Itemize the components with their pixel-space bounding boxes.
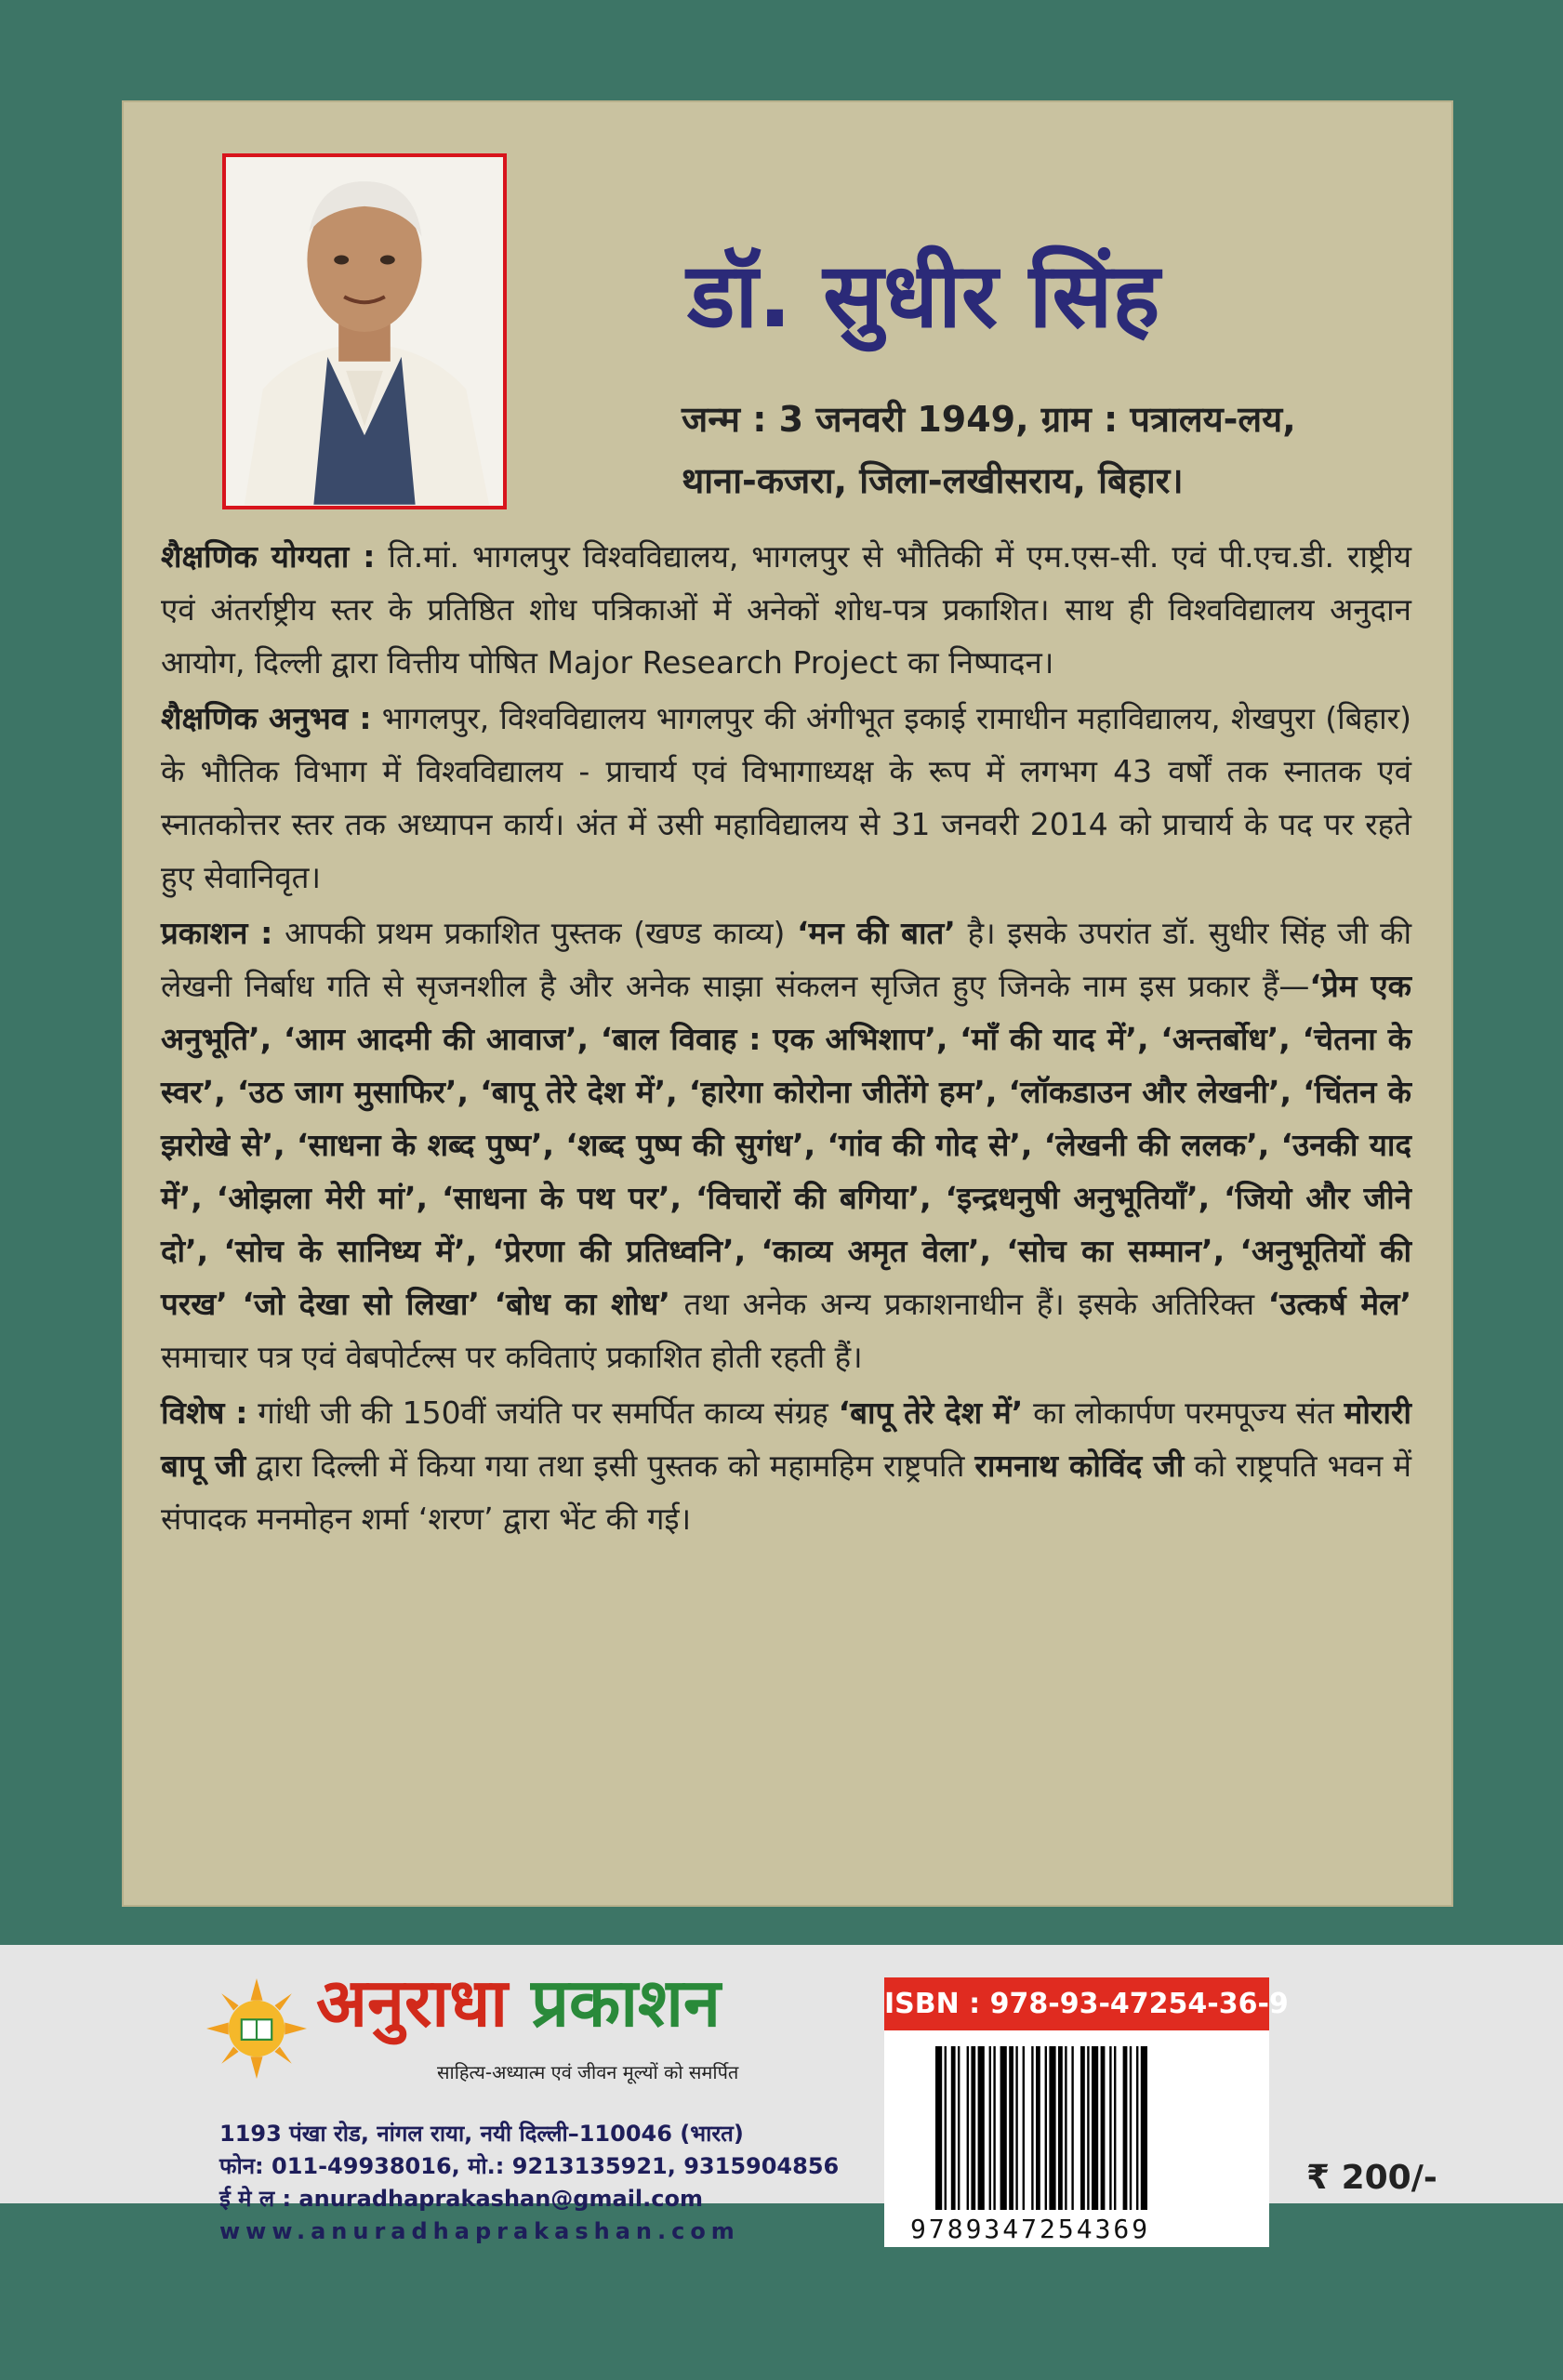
publisher-sun-logo-icon — [206, 1978, 307, 2079]
birth-line-1: जन्म : 3 जनवरी 1949, ग्राम : पत्रालय-लय, — [682, 399, 1296, 440]
barcode-bar — [993, 2046, 995, 2210]
birth-info — [682, 389, 1425, 511]
barcode-bar — [1058, 2046, 1063, 2210]
publisher-contact — [219, 2118, 840, 2248]
barcode-bar — [1130, 2046, 1132, 2210]
barcode-bar — [1136, 2046, 1138, 2210]
special-label: विशेष : — [161, 1395, 248, 1431]
publication-label: प्रकाशन : — [161, 915, 273, 951]
publisher-name — [316, 1964, 721, 2042]
price: ₹ 200/- — [1306, 2159, 1437, 2197]
publisher-tagline: साहित्य-अध्यात्म एवं जीवन मूल्यों को समर्पित — [437, 2061, 739, 2083]
barcode-bar — [1087, 2046, 1089, 2210]
publication-text-4: समाचार पत्र एवं वेबपोर्टल्स पर कविताएं प्रकाशित होती रहती हैं। — [161, 1339, 863, 1375]
special-text-2: का लोकार्पण परमपूज्य संत — [1023, 1395, 1344, 1431]
first-book-title: ‘मन की बात’ — [797, 915, 956, 951]
publisher-name-part-2: प्रकाशन — [531, 1964, 721, 2042]
birth-line-2: थाना-कजरा, जिला-लखीसराय, बिहार। — [682, 460, 1184, 501]
publisher-email: ई मे ल : anuradhaprakashan@gmail.com — [219, 2186, 703, 2212]
publisher-address: 1193 पंखा रोड, नांगल राया, नयी दिल्ली–110046 (भारत) — [219, 2121, 744, 2147]
barcode-bar — [1092, 2046, 1098, 2210]
barcode-bar — [1080, 2046, 1085, 2210]
barcode-bar — [1123, 2046, 1128, 2210]
barcode-bar — [1015, 2046, 1017, 2210]
publisher-website: www.anuradhaprakashan.com — [219, 2218, 740, 2244]
special-text-3: द्वारा दिल्ली में किया गया तथा इसी पुस्तक को महामहिम राष्ट्रपति — [245, 1448, 975, 1484]
experience-paragraph — [161, 692, 1411, 904]
barcode-bar — [1031, 2046, 1033, 2210]
publication-paragraph — [161, 906, 1411, 1383]
barcode-digits: 9789347254369 — [910, 2214, 1151, 2244]
special-text-1: गांधी जी की 150वीं जयंति पर समर्पित काव्य संग्रह — [247, 1395, 839, 1431]
barcode-bar — [1141, 2046, 1147, 2210]
publication-text-3: तथा अनेक अन्य प्रकाशनाधीन हैं। इसके अतिरिक्त — [669, 1286, 1268, 1322]
barcode-image — [935, 2046, 1218, 2210]
author-name: डॉ. सुधीर सिंह — [687, 244, 1160, 348]
author-portrait-image — [226, 157, 503, 506]
barcode-bar — [1023, 2046, 1025, 2210]
publisher-phone: फोन: 011-49938016, मो.: 9213135921, 9315904856 — [219, 2153, 840, 2179]
anthology-titles: ‘प्रेम एक अनुभूति’, ‘आम आदमी की आवाज’, ‘बाल विवाह : एक अभिशाप’, ‘माँ की याद में’, ‘अन्तर्बोध’, ‘चेतना के स्वर’, ‘उठ जाग मुसाफिर’, ‘बापू तेरे देश में’, ‘हारेगा कोरोना जीतेंगे हम’, ‘लॉकडाउन और लेखनी’, ‘चिंतन के झरोखे से’, ‘साधना के शब्द पुष्प’, ‘शब्द पुष्प की सुगंध’, ‘गांव की गोद से’, ‘लेखनी की ललक’, ‘उनकी याद में’, ‘ओझला मेरी मां’, ‘साधना के पथ पर’, ‘विचारों की बगिया’, ‘इन्द्रधनुषी अनुभूतियाँ’, ‘जियो और जीने दो’, ‘सोच के सानिध्य में’, ‘प्रेरणा की प्रतिध्वनि’, ‘काव्य अमृत वेला’, ‘सोच का सम्मान’, ‘अनुभूतियों की परख’ ‘जो देखा सो लिखा’ ‘बोध का शोध’ — [161, 968, 1411, 1322]
barcode-bar — [935, 2046, 942, 2210]
barcode-bar — [1000, 2046, 1007, 2210]
barcode-bar — [1114, 2046, 1116, 2210]
education-paragraph — [161, 530, 1411, 689]
barcode-bar — [1036, 2046, 1040, 2210]
publication-text-2: है। इसके उपरांत डॉ. सुधीर सिंह जी की लेखनी निर्बाध गति से सृजनशील है और अनेक साझा संकलन सृजित हुए जिनके नाम इस प्रकार हैं— — [161, 915, 1411, 1004]
barcode-bar — [978, 2046, 985, 2210]
education-label: शैक्षणिक योग्यता : — [161, 538, 376, 575]
education-text: ति.मां. भागलपुर विश्वविद्यालय, भागलपुर से भौतिकी में एम.एस-सी. एवं पी.एच.डी. राष्ट्रीय एवं अंतर्राष्ट्रीय स्तर के प्रतिष्ठित शोध पत्रिकाओं में अनेकों शोध-पत्र प्रकाशित। साथ ही विश्वविद्यालय अनुदान आयोग, दिल्ली द्वारा वित्तीय पोषित Major Research Project का निष्पादन। — [161, 538, 1411, 681]
newspaper-title: ‘उत्कर्ष मेल’ — [1267, 1286, 1411, 1322]
barcode-bar — [967, 2046, 969, 2210]
isbn-label: ISBN : 978-93-47254-36-9 — [884, 1977, 1269, 2030]
barcode-bar — [951, 2046, 956, 2210]
barcode-bar — [945, 2046, 947, 2210]
barcode-bar — [1049, 2046, 1055, 2210]
isbn-barcode-box — [884, 1977, 1289, 2247]
publication-text-1: आपकी प्रथम प्रकाशित पुस्तक (खण्ड काव्य) — [272, 915, 798, 951]
author-panel — [122, 100, 1453, 1907]
president-name: रामनाथ कोविंद जी — [974, 1448, 1185, 1484]
special-text-4: को राष्ट्रपति भवन में संपादक मनमोहन शर्मा ‘शरण’ द्वारा भेंट की गई। — [161, 1448, 1412, 1537]
saint-name: मोरारी बापू जी — [161, 1395, 1411, 1484]
barcode-bar — [1109, 2046, 1111, 2210]
barcode-bar — [1101, 2046, 1106, 2210]
special-paragraph — [161, 1386, 1411, 1545]
publisher-name-part-1: अनुराधा — [316, 1964, 508, 2042]
special-book-title: ‘बापू तेरे देश में’ — [838, 1395, 1024, 1431]
barcode-bar — [1009, 2046, 1013, 2210]
barcode-bar — [1045, 2046, 1047, 2210]
barcode-bar — [989, 2046, 991, 2210]
author-bio — [161, 530, 1411, 1548]
barcode-bar — [971, 2046, 975, 2210]
barcode-bar — [958, 2046, 960, 2210]
experience-text: भागलपुर, विश्वविद्यालय भागलपुर की अंगीभूत इकाई रामाधीन महाविद्यालय, शेखपुरा (बिहार) के भौतिक विभाग में विश्वविद्यालय - प्राचार्य एवं विभागाध्यक्ष के रूप में लगभग 43 वर्षों तक स्नातक एवं स्नातकोत्तर स्तर तक अध्यापन कार्य। अंत में उसी महाविद्यालय से 31 जनवरी 2014 को प्राचार्य के पद पर रहते हुए सेवानिवृत। — [161, 700, 1411, 895]
author-photo — [222, 153, 507, 509]
experience-label: शैक्षणिक अनुभव : — [161, 700, 372, 736]
barcode-bar — [1065, 2046, 1066, 2210]
barcode-bar — [1071, 2046, 1073, 2210]
